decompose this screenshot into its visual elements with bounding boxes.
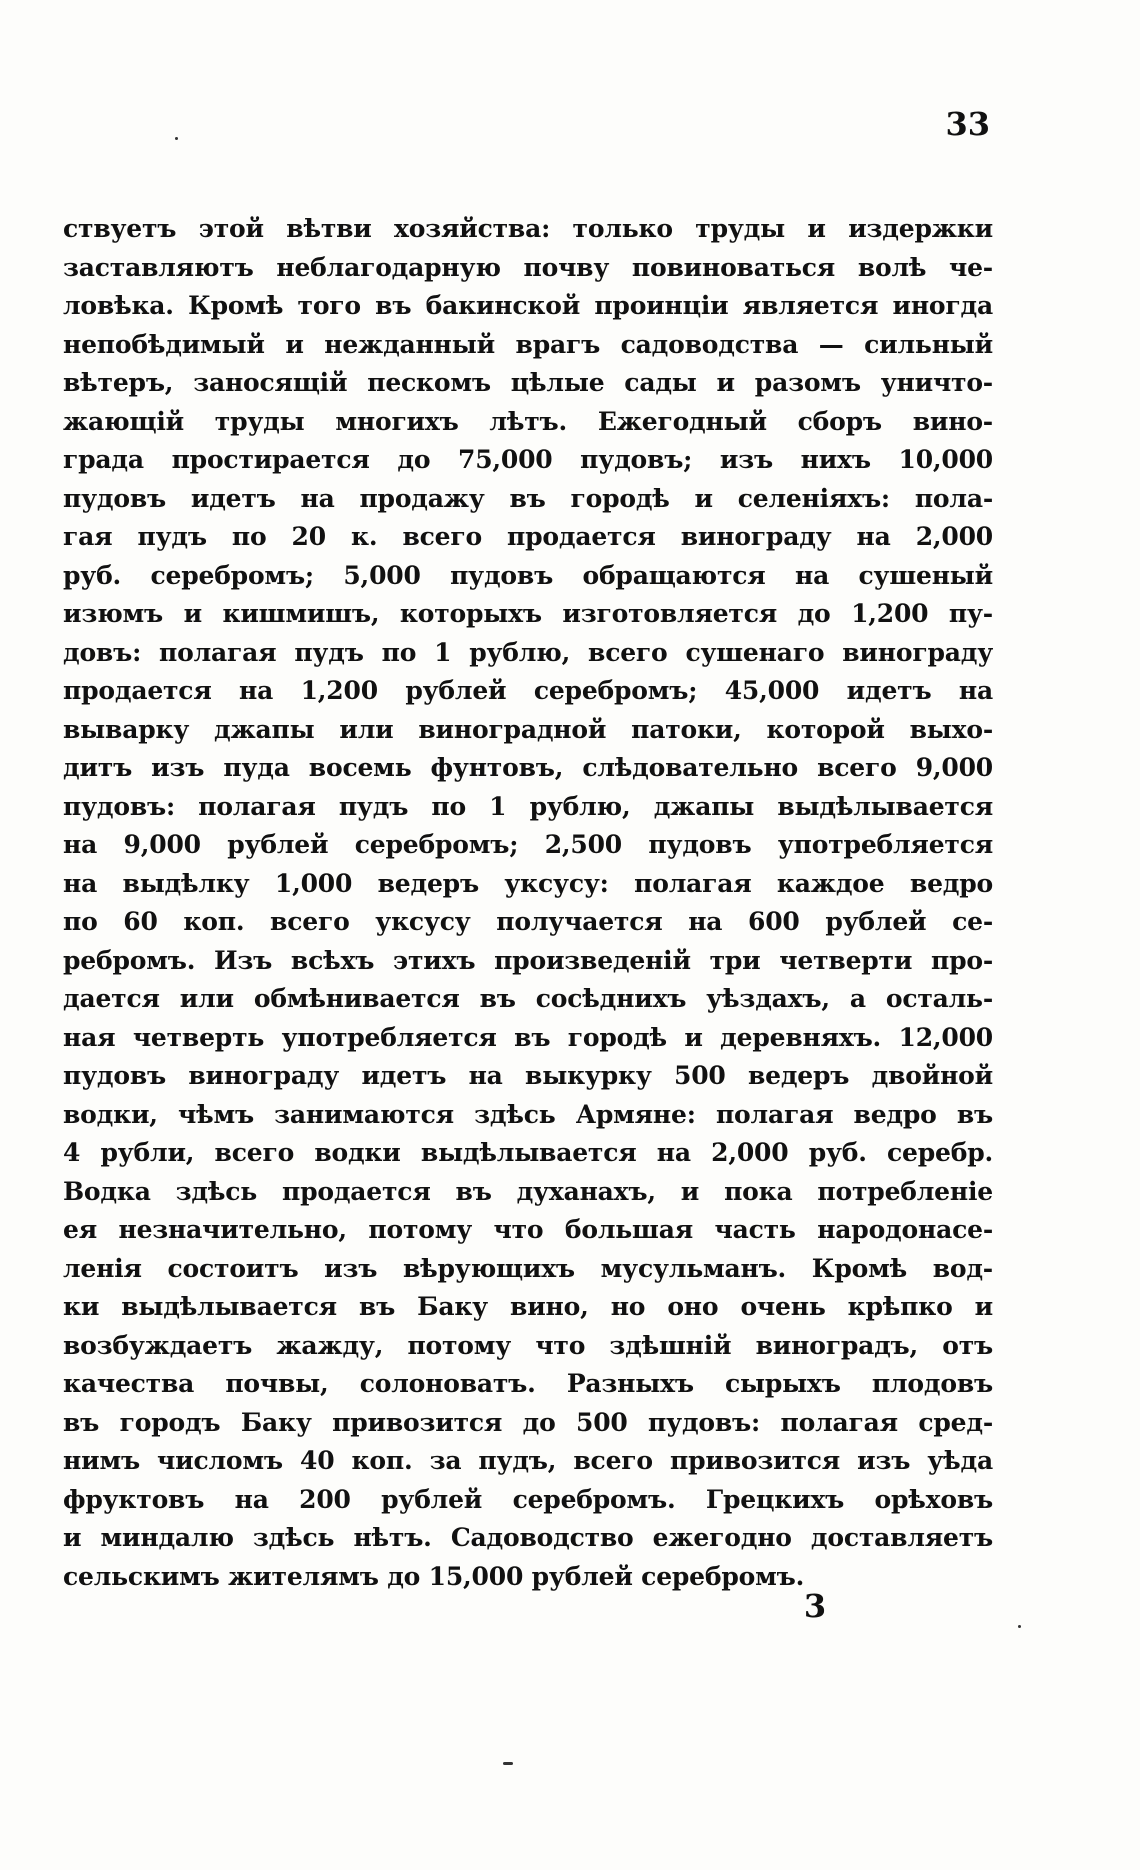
text-line: ребромъ. Изъ всѣхъ этихъ произведеній три четверти про- bbox=[63, 945, 993, 975]
text-line: ловѣка. Кромѣ того въ бакинской проинціи является иногда bbox=[63, 291, 993, 320]
text-line: руб. серебромъ; 5,000 пудовъ обращаются на сушеный bbox=[63, 560, 993, 590]
text-line: дается или обмѣнивается въ сосѣднихъ уѣздахъ, а осталь- bbox=[63, 984, 993, 1013]
text-line: водки, чѣмъ занимаются здѣсь Армяне: полагая ведро въ bbox=[63, 1099, 993, 1129]
text-line: сельскимъ жителямъ до 15,000 рублей серебромъ. bbox=[63, 1561, 805, 1591]
text-line: въ городъ Баку привозится до 500 пудовъ: полагая сред- bbox=[63, 1407, 993, 1437]
text-line: пудовъ идетъ на продажу въ городѣ и селеніяхъ: пола- bbox=[63, 483, 993, 513]
text-line: ная четверть употребляется въ городѣ и деревняхъ. 12,000 bbox=[63, 1022, 993, 1052]
text-line: пудовъ: полагая пудъ по 1 рублю, джапы выдѣлывается bbox=[63, 791, 993, 821]
page-number: 33 bbox=[945, 105, 990, 143]
text-line: выварку джапы или виноградной патоки, которой выхо- bbox=[63, 714, 993, 744]
text-line: 4 рубли, всего водки выдѣлывается на 2,000 руб. серебр. bbox=[63, 1138, 993, 1167]
text-line: гая пудъ по 20 к. всего продается винограду на 2,000 bbox=[63, 522, 993, 551]
text-line: качества почвы, солоноватъ. Разныхъ сырыхъ плодовъ bbox=[63, 1369, 993, 1398]
text-line: довъ: полагая пудъ по 1 рублю, всего сушенаго винограду bbox=[63, 637, 993, 667]
text-line: вѣтеръ, заносящій пескомъ цѣлые сады и разомъ уничто- bbox=[63, 368, 993, 397]
text-line: ея незначительно, потому что большая часть народонасе- bbox=[63, 1215, 993, 1244]
text-line: продается на 1,200 рублей серебромъ; 45,000 идетъ на bbox=[63, 676, 993, 705]
text-line: дитъ изъ пуда восемь фунтовъ, слѣдовательно всего 9,000 bbox=[63, 753, 993, 782]
text-line: нимъ числомъ 40 коп. за пудъ, всего привозится изъ уѣда bbox=[63, 1446, 993, 1475]
text-line: Водка здѣсь продается въ духанахъ, и пока потребленіе bbox=[63, 1176, 993, 1206]
text-line: жающій труды многихъ лѣтъ. Ежегодный сборъ вино- bbox=[63, 406, 993, 436]
text-line: на выдѣлку 1,000 ведеръ уксусу: полагая каждое ведро bbox=[63, 868, 993, 898]
text-line: по 60 коп. всего уксусу получается на 600 рублей се- bbox=[63, 907, 993, 936]
signature-mark: 3 bbox=[803, 1587, 827, 1625]
text-line: заставляютъ неблагодарную почву повиноваться волѣ че- bbox=[63, 252, 993, 282]
text-line: пудовъ винограду идетъ на выкурку 500 ведеръ двойной bbox=[63, 1061, 993, 1090]
body-text bbox=[63, 210, 993, 1596]
text-line: на 9,000 рублей серебромъ; 2,500 пудовъ употребляется bbox=[63, 830, 993, 859]
ink-speck bbox=[503, 1762, 513, 1765]
text-line: града простирается до 75,000 пудовъ; изъ нихъ 10,000 bbox=[63, 445, 993, 474]
text-line: фруктовъ на 200 рублей серебромъ. Грецкихъ орѣховъ bbox=[63, 1484, 993, 1514]
text-line: непобѣдимый и нежданный врагъ садоводства — сильный bbox=[63, 329, 993, 359]
text-line: возбуждаетъ жажду, потому что здѣшній виноградъ, отъ bbox=[63, 1330, 993, 1360]
text-line: и миндалю здѣсь нѣтъ. Садоводство ежегодно доставляетъ bbox=[63, 1523, 993, 1552]
text-line: ки выдѣлывается въ Баку вино, но оно очень крѣпко и bbox=[63, 1292, 993, 1321]
text-line: изюмъ и кишмишъ, которыхъ изготовляется до 1,200 пу- bbox=[63, 599, 993, 628]
text-line: ствуетъ этой вѣтви хозяйства: только труды и издержки bbox=[63, 214, 993, 243]
ink-speck bbox=[1018, 1625, 1021, 1628]
ink-speck bbox=[175, 137, 178, 140]
text-line: ленія состоитъ изъ вѣрующихъ мусульманъ. Кромѣ вод- bbox=[63, 1253, 993, 1283]
